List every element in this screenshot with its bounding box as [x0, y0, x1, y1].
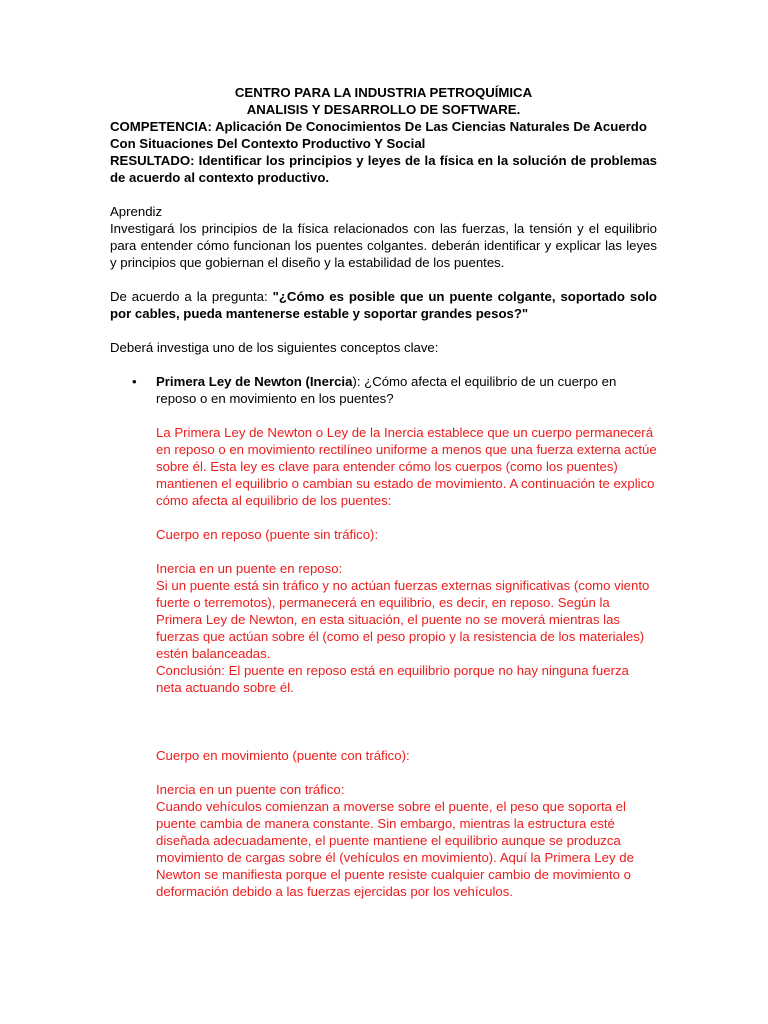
spacer: [110, 407, 657, 424]
bullet-title: Primera Ley de Newton (Inercia: [156, 374, 353, 389]
spacer: [156, 509, 657, 526]
reposo-heading: Cuerpo en reposo (puente sin tráfico):: [156, 527, 379, 542]
answer-intro: La Primera Ley de Newton o Ley de la Inercia establece que un cuerpo permanecerá en reposo o en movimiento rectilíneo uniforme a menos que una fuerza externa actúe sobre él. Esta ley es clave para entender cómo los cuerpos (como los puentes) mantienen el equilibrio o cambian su estado de movimiento. A continuación te explico cómo afecta al equilibrio de los puentes:: [156, 425, 657, 508]
spacer: [110, 186, 657, 203]
answer-block: [110, 424, 657, 900]
spacer: [156, 543, 657, 560]
reposo-conclusion: Conclusión: El puente en reposo está en equilibrio porque no hay ninguna fuerza neta actuando sobre él.: [156, 663, 629, 695]
movimiento-heading: Cuerpo en movimiento (puente con tráfico):: [156, 748, 410, 763]
reposo-text: Si un puente está sin tráfico y no actúan fuerzas externas significativas (como viento fuerte o terremotos), permanecerá en equilibrio, es decir, en reposo. Según la Primera Ley de Newton, en esta situación, el puente no se moverá mientras las fuerzas que actúan sobre él (como el peso propio y la resistencia de los materiales) estén balanceadas.: [156, 578, 650, 661]
bullet-icon: •: [132, 374, 137, 389]
bullet-item: [110, 373, 657, 407]
investiga-paragraph: Deberá investiga uno de los siguientes conceptos clave:: [110, 340, 439, 355]
movimiento-text: Cuando vehículos comienzan a moverse sobre el puente, el peso que soporta el puente cambia de manera constante. Sin embargo, mientras la estructura esté diseñada adecuadamente, el puente mantiene el equilibrio aunque se produzca movimiento de cargas sobre él (vehículos en movimiento). Aquí la Primera Ley de Newton se manifiesta porque el puente resiste cualquier cambio de movimiento o deformación debido a las fuerzas ejercidas por los vehículos.: [156, 799, 634, 899]
reposo-sub: Inercia en un puente en reposo:: [156, 561, 343, 576]
spacer: [110, 271, 657, 288]
intro-paragraph: Investigará los principios de la física relacionados con las fuerzas, la tensión y el equilibrio para entender cómo funcionan los puentes colgantes. deberán identificar y explicar las leyes y principios que gobiernan el diseño y la estabilidad de los puentes.: [110, 221, 657, 270]
spacer: [110, 322, 657, 339]
spacer: [156, 764, 657, 781]
resultado: RESULTADO: Identificar los principios y leyes de la física en la solución de problemas de acuerdo al contexto productivo.: [110, 153, 657, 185]
bullet-rest: ): ¿Cómo afecta el equilibrio de un cuerpo en reposo o en movimiento en los puentes?: [156, 374, 617, 406]
header-line-2: ANALISIS Y DESARROLLO DE SOFTWARE.: [246, 102, 521, 117]
document-page: [110, 84, 657, 900]
aprendiz-label: Aprendiz: [110, 204, 163, 219]
competencia: COMPETENCIA: Aplicación De Conocimientos De Las Ciencias Naturales De Acuerdo Con Situaciones Del Contexto Productivo Y Social: [110, 119, 647, 151]
pregunta-question: "¿Cómo es posible que un puente colgante, soportado solo por cables, pueda mantenerse estable y soportar grandes pesos?": [110, 289, 657, 321]
header-line-1: CENTRO PARA LA INDUSTRIA PETROQUÍMICA: [234, 85, 533, 100]
pregunta-paragraph: [110, 288, 657, 322]
spacer: [110, 356, 657, 373]
movimiento-sub: Inercia en un puente con tráfico:: [156, 782, 345, 797]
spacer: [156, 696, 657, 747]
pregunta-prefix: De acuerdo a la pregunta:: [110, 289, 273, 304]
